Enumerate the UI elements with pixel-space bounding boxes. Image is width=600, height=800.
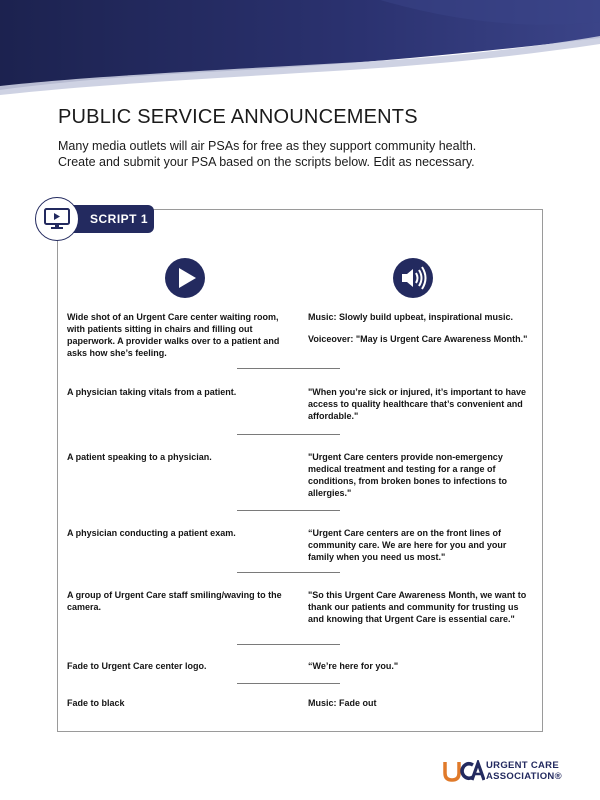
logo-wordmark	[486, 760, 586, 782]
audio-cell-extra: Voiceover: "May is Urgent Care Awareness Month."	[308, 334, 528, 344]
row-divider	[237, 368, 340, 369]
intro-line-2: Create and submit your PSA based on the scripts below. Edit as necessary.	[58, 155, 475, 169]
video-cell: Wide shot of an Urgent Care center waiting room, with patients sitting in chairs and filling out paperwork. A provider walks over to a patient and asks how she’s feeling.	[67, 312, 280, 358]
intro-text	[58, 138, 578, 170]
video-cell: A group of Urgent Care staff smiling/waving to the camera.	[67, 590, 282, 612]
speaker-icon	[393, 258, 433, 298]
audio-cell: Music: Fade out	[308, 698, 377, 708]
row-divider	[237, 644, 340, 645]
video-cell: A patient speaking to a physician.	[67, 452, 212, 462]
header-banner	[0, 0, 600, 100]
video-cell: A physician taking vitals from a patient.	[67, 387, 237, 397]
video-cell: Fade to Urgent Care center logo.	[67, 661, 207, 671]
audio-cell: “Urgent Care centers are on the front lines of community care. We are here for you and your family when you need us most."	[308, 528, 507, 562]
row-divider	[237, 683, 340, 684]
audio-cell: Music: Slowly build upbeat, inspirational music.	[308, 312, 514, 322]
uca-logo-mark	[443, 760, 485, 782]
script-tab: SCRIPT 1	[60, 205, 154, 233]
audio-cell: "When you’re sick or injured, it’s important to have access to quality healthcare that’s convenient and affordable."	[308, 387, 526, 421]
monitor-play-icon	[35, 197, 79, 241]
page-title: PUBLIC SERVICE ANNOUNCEMENTS	[58, 106, 418, 128]
video-cell: A physician conducting a patient exam.	[67, 528, 236, 538]
row-divider	[237, 510, 340, 511]
row-divider	[237, 572, 340, 573]
video-cell: Fade to black	[67, 698, 125, 708]
intro-line-1: Many media outlets will air PSAs for free as they support community health.	[58, 139, 477, 153]
logo-line-2: ASSOCIATION®	[486, 771, 562, 782]
audio-cell: “We’re here for you."	[308, 661, 399, 671]
audio-cell: "Urgent Care centers provide non-emergency medical treatment and testing for a range of conditions, from broken bones to infections to allergies."	[308, 452, 508, 498]
play-icon	[165, 258, 205, 298]
row-divider	[237, 434, 340, 435]
audio-cell: "So this Urgent Care Awareness Month, we want to thank our patients and community for trusting us and knowing that Urgent Care is essential care."	[308, 590, 527, 624]
logo-line-1: URGENT CARE	[486, 760, 559, 771]
